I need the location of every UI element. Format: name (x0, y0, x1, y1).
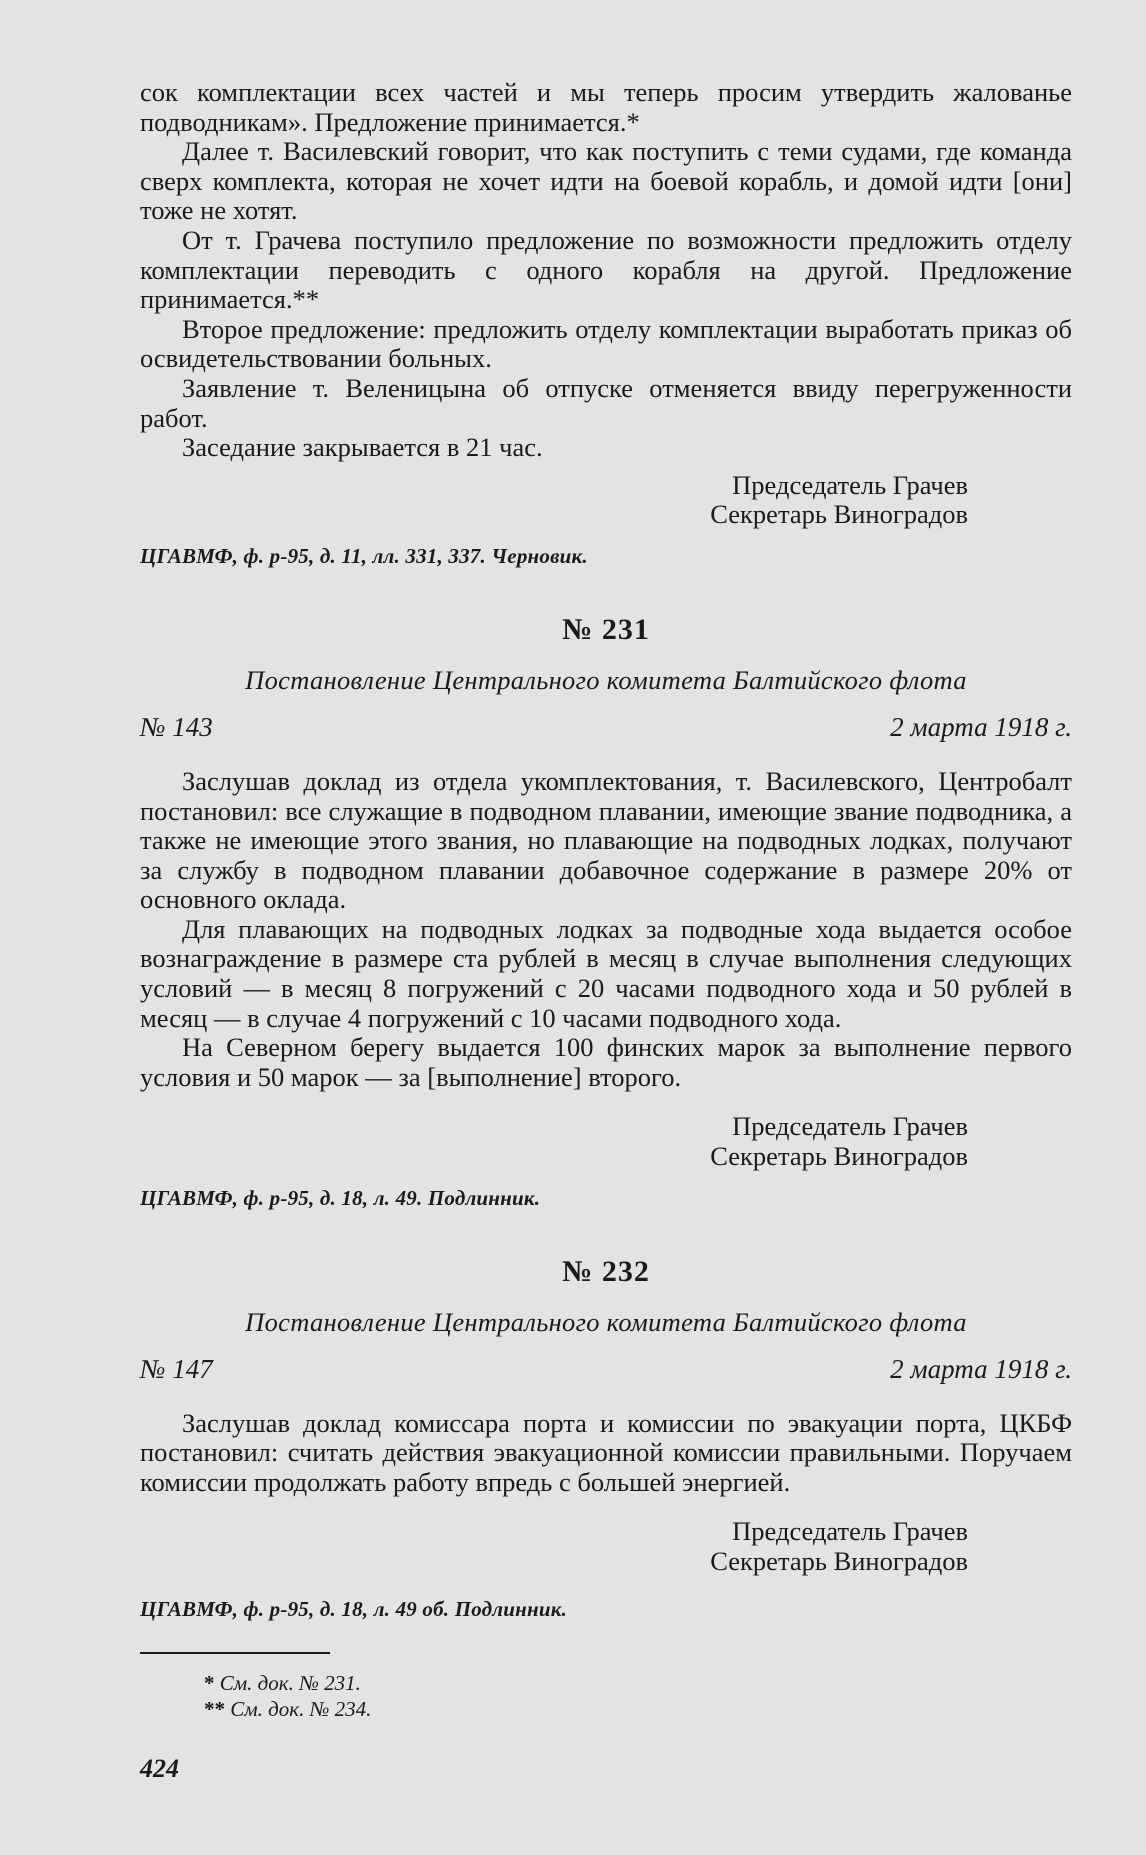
intro-section (140, 78, 1072, 569)
intro-paragraph-1: сок комплектации всех частей и мы теперь просим утвердить жалованье подводникам». Предложение принимается.* (140, 77, 1072, 137)
footnote-1-mark: * (204, 1670, 215, 1695)
doc232-title: Постановление Центрального комитета Балтийского флота (245, 1306, 967, 1337)
intro-signatures (140, 471, 1072, 530)
doc231-signatures (140, 1112, 1072, 1171)
doc231-title: Постановление Центрального комитета Балтийского флота (245, 664, 967, 695)
doc232-paragraph-1: Заслушав доклад комиссара порта и комиссии по эвакуации порта, ЦКБФ постановил: считать действия эвакуационной комиссии правильными. Поручаем комиссии продолжать работу впредь с большей энергией. (140, 1407, 1072, 1497)
footnotes (140, 1670, 1072, 1722)
footnote-2-text: См. док. № 234. (230, 1696, 372, 1721)
doc231-paragraph-3: На Северном берегу выдается 100 финских марок за выполнение первого условия и 50 марок — за [выполнение] второго. (140, 1032, 1072, 1092)
doc231-date: 2 марта 1918 г. (890, 711, 1072, 742)
doc231-section (140, 613, 1072, 1211)
doc231-meta (140, 712, 1072, 743)
doc232-number: № 232 (562, 1254, 650, 1288)
footnote-1-text: См. док. № 231. (219, 1670, 361, 1695)
doc231-source: ЦГАВМФ, ф. р-95, д. 18, л. 49. Подлинник. (140, 1185, 541, 1210)
footnote-divider (140, 1652, 330, 1654)
intro-paragraph-4: Второе предложение: предложить отделу комплектации выработать приказ об освидетельствовании больных. (140, 313, 1072, 374)
doc231-resolution-number: № 143 (140, 711, 213, 742)
intro-chairman: Председатель Грачев (732, 469, 968, 500)
doc232-source: ЦГАВМФ, ф. р-95, д. 18, л. 49 об. Подлинник. (140, 1596, 568, 1621)
intro-paragraph-2: Далее т. Василевский говорит, что как поступить с теми судами, где команда сверх комплекта, которая не хочет идти на боевой корабль, и домой идти [они] тоже не хотят. (140, 136, 1072, 226)
document-page (140, 78, 1072, 1784)
doc231-secretary: Секретарь Виноградов (710, 1141, 968, 1172)
doc232-resolution-number: № 147 (140, 1353, 213, 1384)
footnote-2-mark: ** (204, 1696, 225, 1721)
doc231-chairman: Председатель Грачев (732, 1111, 968, 1142)
intro-paragraph-6: Заседание закрывается в 21 час. (182, 432, 543, 463)
doc231-paragraph-2: Для плавающих на подводных лодках за подводные хода выдается особое вознаграждение в размере ста рублей в месяц в случае выполнения следующих условий — в месяц 8 погружений с 20 часами подводного хода и 50 рублей в месяц — в случае 4 погружений с 10 часами подводного хода. (140, 913, 1072, 1033)
doc232-signatures (140, 1517, 1072, 1576)
doc232-meta (140, 1354, 1072, 1385)
doc232-section (140, 1255, 1072, 1622)
doc232-chairman: Председатель Грачев (732, 1516, 968, 1547)
doc231-paragraph-1: Заслушав доклад из отдела укомплектования, т. Василевского, Центробалт постановил: все служащие в подводном плавании, имеющие звание подводника, а также не имеющие этого звания, но плавающие на подводных лодках, получают за службу в подводном плавании добавочное содержание в размере 20% от основного оклада. (140, 765, 1072, 915)
intro-paragraph-5: Заявление т. Веленицына об отпуске отменяется ввиду перегруженности работ. (140, 372, 1072, 433)
doc232-secretary: Секретарь Виноградов (710, 1546, 968, 1576)
footnote-2 (204, 1696, 1072, 1722)
footnote-1 (204, 1670, 1072, 1696)
doc231-number: № 231 (562, 612, 650, 646)
intro-secretary: Секретарь Виноградов (710, 499, 968, 530)
doc232-date: 2 марта 1918 г. (890, 1353, 1072, 1384)
intro-paragraph-3: От т. Грачева поступило предложение по возможности предложить отделу комплектации переводить с одного корабля на другой. Предложение принимается.** (140, 224, 1072, 315)
intro-source: ЦГАВМФ, ф. р-95, д. 11, лл. 331, 337. Черновик. (140, 543, 588, 568)
page-number: 424 (140, 1753, 179, 1783)
